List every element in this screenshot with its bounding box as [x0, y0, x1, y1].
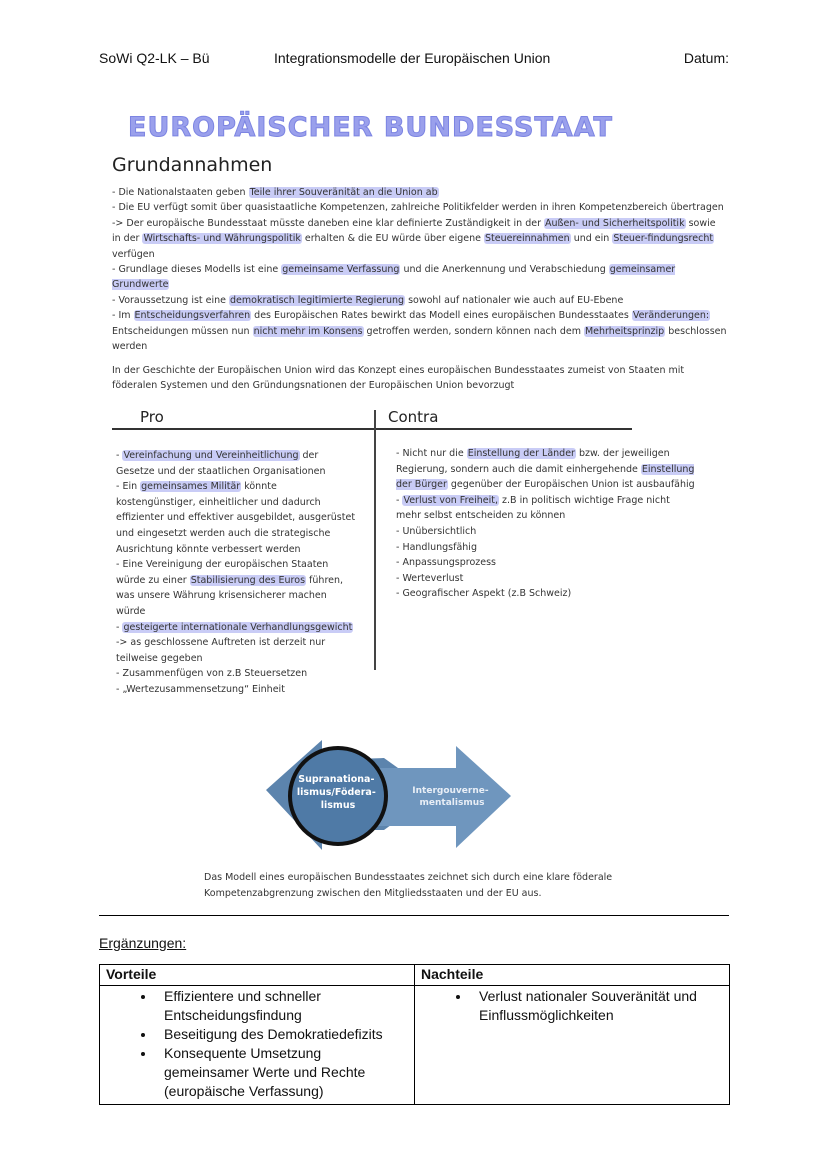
date-label: Datum:	[683, 50, 729, 66]
list-item: • Beseitigung des Demokratiedefizits	[156, 1025, 408, 1044]
contra-item: - Anpassungsprozess	[396, 557, 497, 569]
grundannahmen-heading: Grundannahmen	[112, 154, 273, 176]
vorteile-header: Vorteile	[100, 965, 415, 986]
vorteile-list	[106, 987, 408, 1103]
nachteile-cell	[415, 986, 730, 1105]
history-paragraph: In der Geschichte der Europäischen Union wird das Konzept eines europäischen Bundesstaates zumeist von Staaten mit föderalen Systemen und den Gründungsnationen der Europäischen Union bevorzugt	[112, 365, 685, 392]
pro-item: - Vereinfachung und Vereinheitlichung der Gesetze und der staatlichen Organisationen	[116, 450, 326, 477]
list-item: • Konsequente Umsetzung gemeinsamer Werte und Rechte (europäische Verfassung)	[156, 1044, 408, 1101]
nachteile-list	[421, 987, 723, 1027]
pro-list	[116, 448, 356, 698]
contra-item: - Verlust von Freiheit, z.B in politisch wichtige Frage nicht mehr selbst entscheiden zu können	[396, 494, 670, 522]
grund-line: -> Der europäische Bundesstaat müsste daneben eine klar definierte Zuständigkeit in der Außen- und Sicherheitspolitik sowie in der Wirtschafts- und Währungspolitik erhalten & die EU würde über eigene Steuereinnahmen und ein Steuer-findungsrecht verfügen	[112, 217, 716, 260]
contra-list	[396, 446, 696, 602]
table-header-row	[100, 965, 730, 986]
grundannahmen-list	[112, 185, 727, 354]
grund-line: - Die EU verfügt somit über quasistaatliche Kompetenzen, zahlreiche Politikfelder werden in ihren Kompetenzbereich übertragen	[112, 202, 724, 214]
contra-heading: Contra	[388, 408, 439, 426]
grund-line: - Im Entscheidungsverfahren des Europäischen Rates bewirkt das Modell eines europäischen Bundesstaates Veränderungen: Entscheidungen müssen nun nicht mehr im Konsens getroffen werden, sondern können nach dem Mehrheitsprinzip beschlossen werden	[112, 310, 727, 353]
pro-item: - Zusammenfügen von z.B Steuersetzen	[116, 668, 308, 680]
pro-item: - Ein gemeinsames Militär könnte kostengünstiger, einheitlicher und dadurch effizienter und effektiver ausgebildet, ausgerüstet und eingesetzt werden auch die strategische Ausrichtung könnte verbessert werden	[116, 481, 356, 555]
contra-item: - Nicht nur die Einstellung der Länder bzw. der jeweiligen Regierung, sondern auch die damit einhergehende Einstellung der Bürger gegenüber der Europäischen Union ist ausbaufähig	[396, 448, 695, 491]
list-item: • Verlust nationaler Souveränität und Einflussmöglichkeiten	[471, 987, 723, 1025]
grund-line: - Voraussetzung ist eine demokratisch legitimierte Regierung sowohl auf nationaler wie auch auf EU-Ebene	[112, 294, 624, 306]
pro-item: - Eine Vereinigung der europäischen Staaten würde zu einer Stabilisierung des Euros führen, was unsere Währung krisensicherer machen würde	[116, 559, 344, 617]
vorteile-nachteile-table	[99, 964, 730, 1105]
pro-item: - gesteigerte internationale Verhandlungsgewicht -> as geschlossene Auftreten ist derzeit nur teilweise gegeben	[116, 621, 353, 664]
contra-item: - Unübersichtlich	[396, 525, 477, 537]
divider	[112, 428, 632, 430]
pro-contra-header	[112, 404, 632, 428]
contra-item: - Geografischer Aspekt (z.B Schweiz)	[396, 588, 572, 600]
pro-item: - „Wertezusammensetzung“ Einheit	[116, 683, 285, 695]
pro-heading: Pro	[140, 408, 164, 426]
column-divider	[374, 410, 376, 670]
conclusion-text: Das Modell eines europäischen Bundesstaates zeichnet sich durch eine klare föderale Kompetenzabgrenzung zwischen den Mitgliedsstaaten und der EU aus.	[204, 872, 613, 899]
grund-line: - Grundlage dieses Modells ist eine gemeinsame Verfassung und die Anerkennung und Verabschiedung gemeinsamer Grundwerte	[112, 264, 676, 291]
grund-line: - Die Nationalstaaten geben Teile ihrer Souveränität an die Union ab	[112, 187, 438, 198]
document-title: Integrationsmodelle der Europäischen Union	[274, 50, 551, 66]
table-row	[100, 986, 730, 1105]
contra-item: - Handlungsfähig	[396, 541, 477, 553]
list-item: • Effizientere und schneller Entscheidungsfindung	[156, 987, 408, 1025]
integration-arrows-diagram	[266, 738, 516, 856]
scan-title: EUROPÄISCHER BUNDESSTAAT	[128, 112, 613, 143]
course-label: SoWi Q2-LK – Bü	[99, 50, 210, 66]
right-arrow-shape	[374, 746, 511, 848]
nachteile-header: Nachteile	[415, 965, 730, 986]
contra-item: - Werteverlust	[396, 572, 464, 584]
section-rule	[99, 915, 729, 916]
page-header	[99, 50, 729, 70]
left-arrow-label: Supranationa- lismus/Födera- lismus	[296, 774, 376, 811]
ergaenzungen-heading: Ergänzungen:	[99, 935, 187, 951]
right-arrow-label: Intergouverne- mentalismus	[412, 786, 489, 808]
vorteile-cell	[100, 986, 415, 1105]
